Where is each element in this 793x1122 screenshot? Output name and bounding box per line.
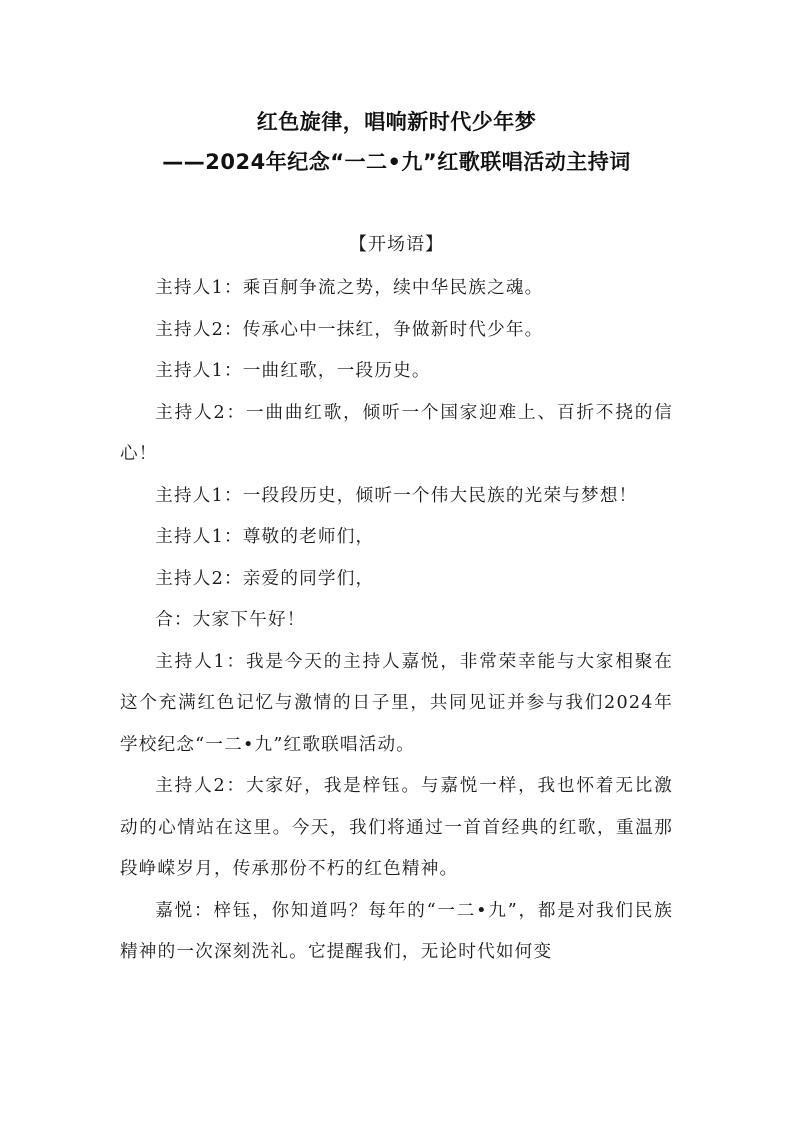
- paragraph: 嘉悦：梓钰，你知道吗？每年的“一二•九”，都是对我们民族精神的一次深刻洗礼。它提醒我们，无论时代如何变: [120, 900, 673, 962]
- paragraph: 主持人2：一曲曲红歌，倾听一个国家迎难上、百折不挠的信心！: [120, 402, 673, 464]
- paragraph: 主持人2：亲爱的同学们，: [155, 568, 375, 589]
- document-title: 红色旋律，唱响新时代少年梦: [256, 110, 537, 134]
- paragraph: 主持人1：一段段历史，倾听一个伟大民族的光荣与梦想！: [155, 485, 638, 506]
- document-body: [120, 268, 673, 974]
- paragraph: 主持人1：一曲红歌，一段历史。: [155, 361, 431, 381]
- paragraph: 合：大家下午好！: [155, 610, 306, 630]
- section-heading: 【开场语】: [349, 234, 444, 255]
- paragraph: 主持人1：我是今天的主持人嘉悦，非常荣幸能与大家相聚在这个充满红色记忆与激情的日子里，共同见证并参与我们2024年学校纪念“一二•九”红歌联唱活动。: [120, 651, 673, 755]
- document-subtitle: ——2024年纪念“一二•九”红歌联唱活动主持词: [162, 150, 631, 174]
- paragraph: 主持人1：乘百舸争流之势，续中华民族之魂。: [155, 278, 544, 298]
- paragraph: 主持人1：尊敬的老师们，: [155, 527, 375, 547]
- paragraph: 主持人2：大家好，我是梓钰。与嘉悦一样，我也怀着无比激动的心情站在这里。今天，我们将通过一首首经典的红歌，重温那段峥嵘岁月，传承那份不朽的红色精神。: [120, 776, 673, 879]
- paragraph: 主持人2：传承心中一抹红，争做新时代少年。: [155, 319, 544, 340]
